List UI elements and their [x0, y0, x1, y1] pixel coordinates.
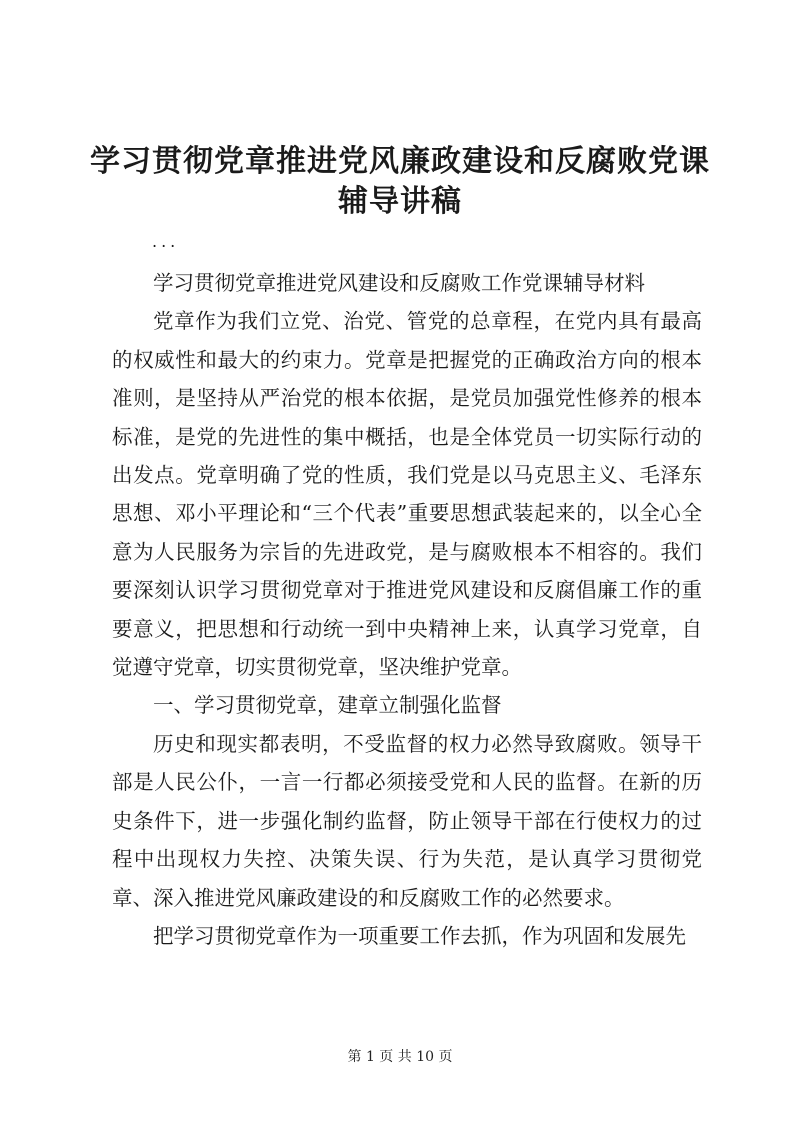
ellipsis-marker: ...	[152, 232, 180, 251]
section-heading-1: 一、学习贯彻党章，建章立制强化监督	[153, 693, 502, 718]
document-title-line1: 学习贯彻党章推进党风廉政建设和反腐败党课	[90, 144, 710, 179]
paragraph-supervision: 历史和现实都表明，不受监督的权力必然导致腐败。领导干部是人民公仆，一言一行都必须接受党和人民的监督。在新的历史条件下，进一步强化制约监督，防止领导干部在行使权力的过程中出现权力失控、决策失误、行为失范，是认真学习贯彻党章、深入推进党风廉政建设的和反腐败工作的必然要求。	[112, 731, 702, 910]
page-footer: 第 1 页 共 10 页	[347, 1049, 453, 1065]
paragraph-intro: 党章作为我们立党、治党、管党的总章程，在党内具有最高的权威性和最大的约束力。党章是把握党的正确政治方向的根本准则，是坚持从严治党的根本依据，是党员加强党性修养的根本标准，是党的先进性的集中概括，也是全体党员一切实际行动的出发点。党章明确了党的性质，我们党是以马克思主义、毛泽东思想、邓小平理论和“三个代表”重要思想武装起来的，以全心全意为人民服务为宗旨的先进政党，是与腐败根本不相容的。我们要深刻认识学习贯彻党章对于推进党风建设和反腐倡廉工作的重要意义，把思想和行动统一到中央精神上来，认真学习党章，自觉遵守党章，切实贯彻党章，坚决维护党章。	[112, 309, 702, 680]
paragraph-continued: 把学习贯彻党章作为一项重要工作去抓，作为巩固和发展先	[153, 923, 686, 948]
document-body	[112, 264, 702, 955]
document-title-line2: 辅导讲稿	[338, 184, 462, 219]
paragraph-subtitle: 学习贯彻党章推进党风建设和反腐败工作党课辅导材料	[153, 271, 645, 295]
